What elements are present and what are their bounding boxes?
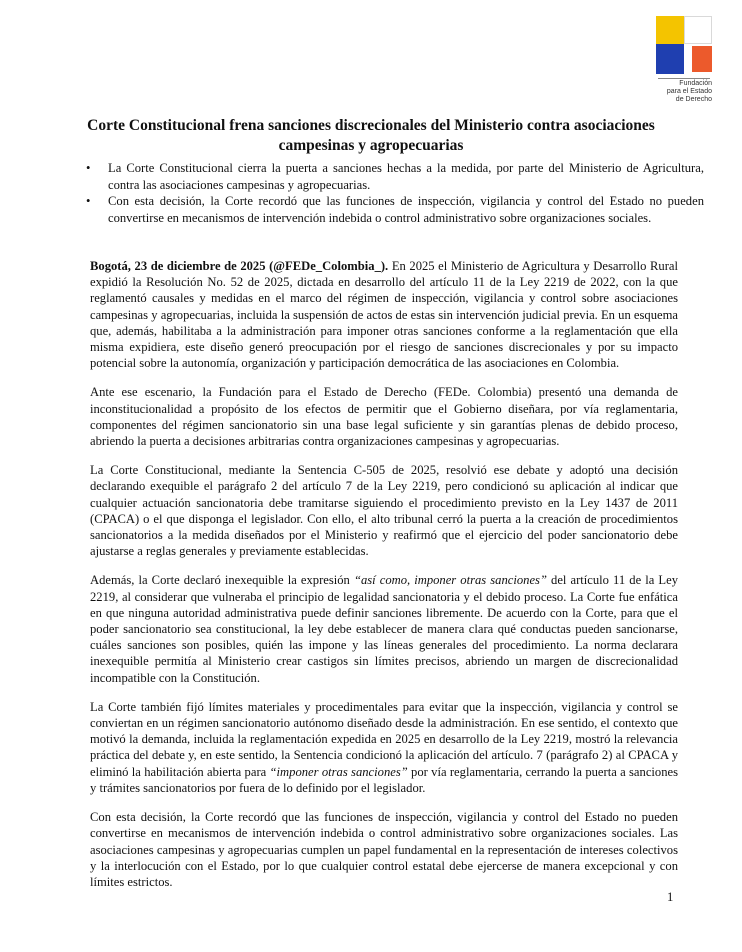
logo-text-line3: de Derecho — [675, 96, 712, 103]
paragraph-5-after: por vía reglamentaria, cerrando la puerta a sanciones y trámites sancionatorios por fuera de lo definido por el legislador. — [90, 764, 678, 795]
paragraph-6: Con esta decisión, la Corte recordó que las funciones de inspección, vigilancia y control del Estado no pueden convertirse en mecanismos de intervención indebida o control administrativo sobre organizaciones sociales. Las asociaciones campesinas y agropecuarias cumplen un papel fundamental en la representación de intereses colectivos y la interlocución con el Estado, por lo que cualquier control estatal debe ejercerse de manera excepcional y con límites estrictos. — [90, 810, 678, 889]
paragraph-3: La Corte Constitucional, mediante la Sentencia C-505 de 2025, resolvió ese debate y adoptó una decisión declarando exequible el parágrafo 2 del artículo 7 de la Ley 2219, pero condicionó su aplicación al indicar que cualquier actuación sancionatoria debe tramitarse siguiendo el procedimiento previsto en la Ley 1437 de 2011 (CPACA) o el que disponga el legislador. Con ello, el alto tribunal cerró la puerta a la creación de procedimientos sancionatorios a la medida diseñados por el Ministerio y reafirmó que el ejercicio del poder sancionatorio debe ajustarse a reglas generales y previamente establecidas. — [90, 463, 678, 559]
paragraph-4-before: Además, la Corte declaró inexequible la expresión — [90, 573, 354, 588]
logo-white-square — [684, 16, 712, 44]
logo-text-line1: Fundación — [679, 80, 712, 87]
paragraph-1-text: En 2025 el Ministerio de Agricultura y Desarrollo Rural expidió la Resolución No. 52 de 2025, dictada en desarrollo del artículo 11 de la Ley 2219 de 2022, con la que reglamentó causales y medidas en el marco del régimen de inspección, vigilancia y control sobre asociaciones campesinas y agropecuarias, incluida la suspensión de actos de estas sin intervención judicial previa. En un esquema que, además, habilitaba a la administración para imponer otras sanciones conforme a la reglamentación que ella misma expidiera, este diseño generó preocupación por el riesgo de sanciones discrecionales y por su impacto potencial sobre la autonomía, organización y participación democrática de las asociaciones en Colombia. — [90, 259, 678, 371]
paragraph-4-quote: “así como, imponer otras sanciones” — [353, 573, 547, 588]
document-body — [90, 258, 678, 903]
paragraph-4-after: del artículo 11 de la Ley 2219, al considerar que vulneraba el principio de legalidad sancionatoria y el debido proceso. La Corte fue enfática en que ninguna autoridad administrativa puede definir sanciones libremente. De acuerdo con la Corte, para que el poder sancionatorio sea constitucional, la ley debe establecer de manera clara qué conductas pueden sancionarse, cuáles sanciones son posibles, quién las impone y las líneas generales del procedimiento. La norma declarara inexequible permitía al Ministerio crear castigos sin límites precisos, abriendo un margen de discrecionalidad incompatible con la Constitución. — [90, 573, 678, 685]
logo-divider — [658, 78, 710, 79]
paragraph-4 — [90, 572, 678, 685]
paragraph-2: Ante ese escenario, la Fundación para el Estado de Derecho (FEDe. Colombia) presentó una demanda de inconstitucionalidad a propósito de los efectos de permitir que el Gobierno diseñara, por vía reglamentaria, componentes del régimen sancionatorio sin una base legal suficiente y sin garantías plenas de debido proceso, abriendo la puerta a decisiones arbitrarias contra organizaciones campesinas y agropecuarias. — [90, 385, 678, 449]
page-number: 1 — [667, 890, 674, 904]
logo-orange-square — [692, 46, 712, 72]
fede-logo — [656, 16, 714, 103]
bullet-item: • Con esta decisión, la Corte recordó que las funciones de inspección, vigilancia y control del Estado no pueden convertirse en mecanismos de intervención indebida o control administrativo sobre organizaciones sociales. — [108, 193, 704, 226]
logo-blue-square — [656, 44, 684, 74]
logo-text — [656, 80, 712, 104]
paragraph-5-quote: “imponer otras sanciones” — [269, 764, 408, 779]
paragraph-5-before: La Corte también fijó límites materiales y procedimentales para evitar que la inspección, vigilancia y control se conviertan en un régimen sancionatorio autónomo diseñado desde la administración. En ese sentido, el contexto que motivó la demanda, incluida la reglamentación expedida en 2025 en desarrollo de la Ley 2219, mostró la relevancia práctica del debate y, en este sentido, la Sentencia condicionó la aplicación del artículo. 7 (parágrafo 2) al CPACA y eliminó la habilitación abierta para — [90, 699, 678, 779]
logo-yellow-square — [656, 16, 684, 44]
dateline: Bogotá, 23 de diciembre de 2025 (@FEDe_Colombia_). — [90, 259, 389, 273]
paragraph-5 — [90, 699, 678, 796]
document-title: Corte Constitucional frena sanciones discrecionales del Ministerio contra asociaciones campesinas y agropecuarias — [87, 117, 655, 154]
logo-mark-icon — [656, 16, 712, 74]
bullet-item: • La Corte Constitucional cierra la puerta a sanciones hechas a la medida, por parte del Ministerio de Agricultura, contra las asociaciones campesinas y agropecuarias. — [108, 160, 704, 193]
logo-text-line2: para el Estado — [666, 88, 712, 95]
summary-bullets — [90, 160, 704, 226]
paragraph-1 — [90, 258, 678, 371]
